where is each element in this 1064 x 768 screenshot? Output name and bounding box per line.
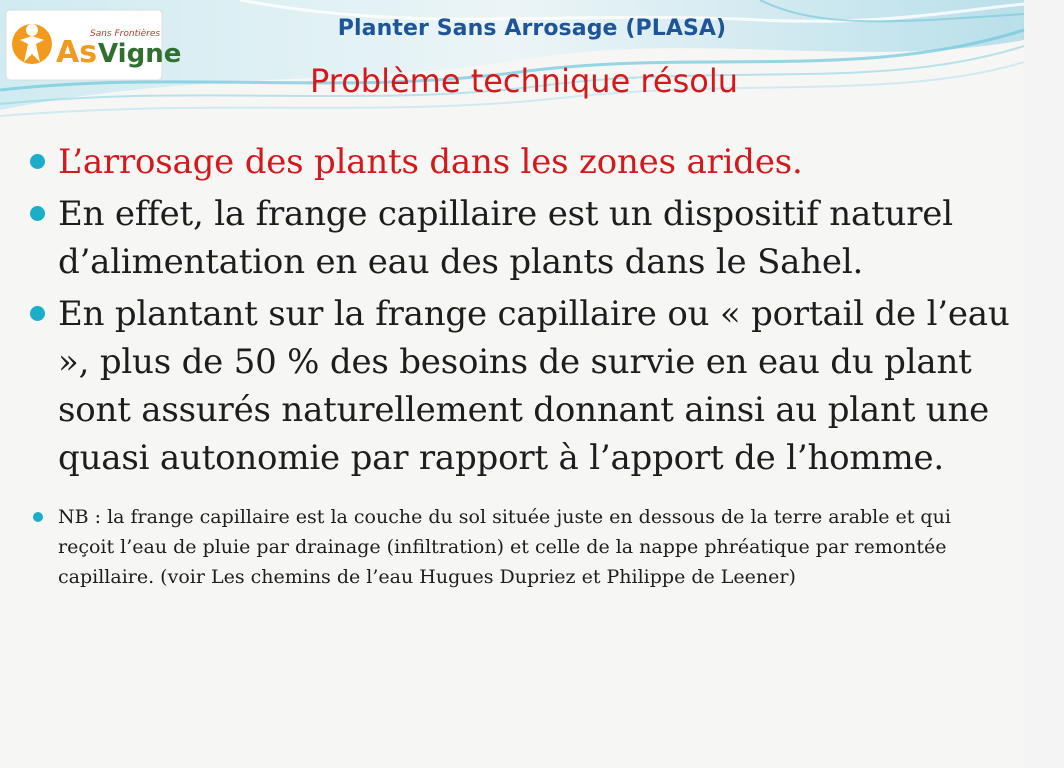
svg-text:As: As	[56, 35, 98, 70]
bullet-item-3	[22, 290, 1012, 482]
bullet-item-1	[22, 138, 1012, 186]
bullet-item-2	[22, 190, 1012, 286]
svg-text:Vigne: Vigne	[98, 39, 182, 69]
bullet-dot-icon	[30, 154, 45, 169]
bullet-dot-icon	[33, 512, 43, 522]
slide-content	[22, 138, 1012, 592]
bullet-text: En plantant sur la frange capillaire ou « portail de l’eau », plus de 50 % des besoins de survie en eau du plant sont assurés naturellement donnant ainsi au plant une quasi autonomie par rapport à l’apport de l’homme.	[58, 294, 1010, 478]
svg-text:Sans Frontières: Sans Frontières	[90, 29, 161, 39]
bullet-dot-icon	[30, 306, 45, 321]
bullet-text: En effet, la frange capillaire est un dispositif naturel d’alimentation en eau des plants dans le Sahel.	[58, 194, 953, 282]
slide-title: Problème technique résolu	[310, 62, 738, 100]
header-title: Planter Sans Arrosage (PLASA)	[337, 16, 727, 41]
note-item	[22, 502, 1012, 592]
bullet-dot-icon	[30, 206, 45, 221]
bullet-text: L’arrosage des plants dans les zones arides.	[58, 142, 803, 182]
note-text: NB : la frange capillaire est la couche du sol située juste en dessous de la terre arable et qui reçoit l’eau de pluie par drainage (infiltration) et celle de la nappe phréatique par remontée capillaire. (voir Les chemins de l’eau Hugues Dupriez et Philippe de Leener)	[58, 506, 951, 588]
